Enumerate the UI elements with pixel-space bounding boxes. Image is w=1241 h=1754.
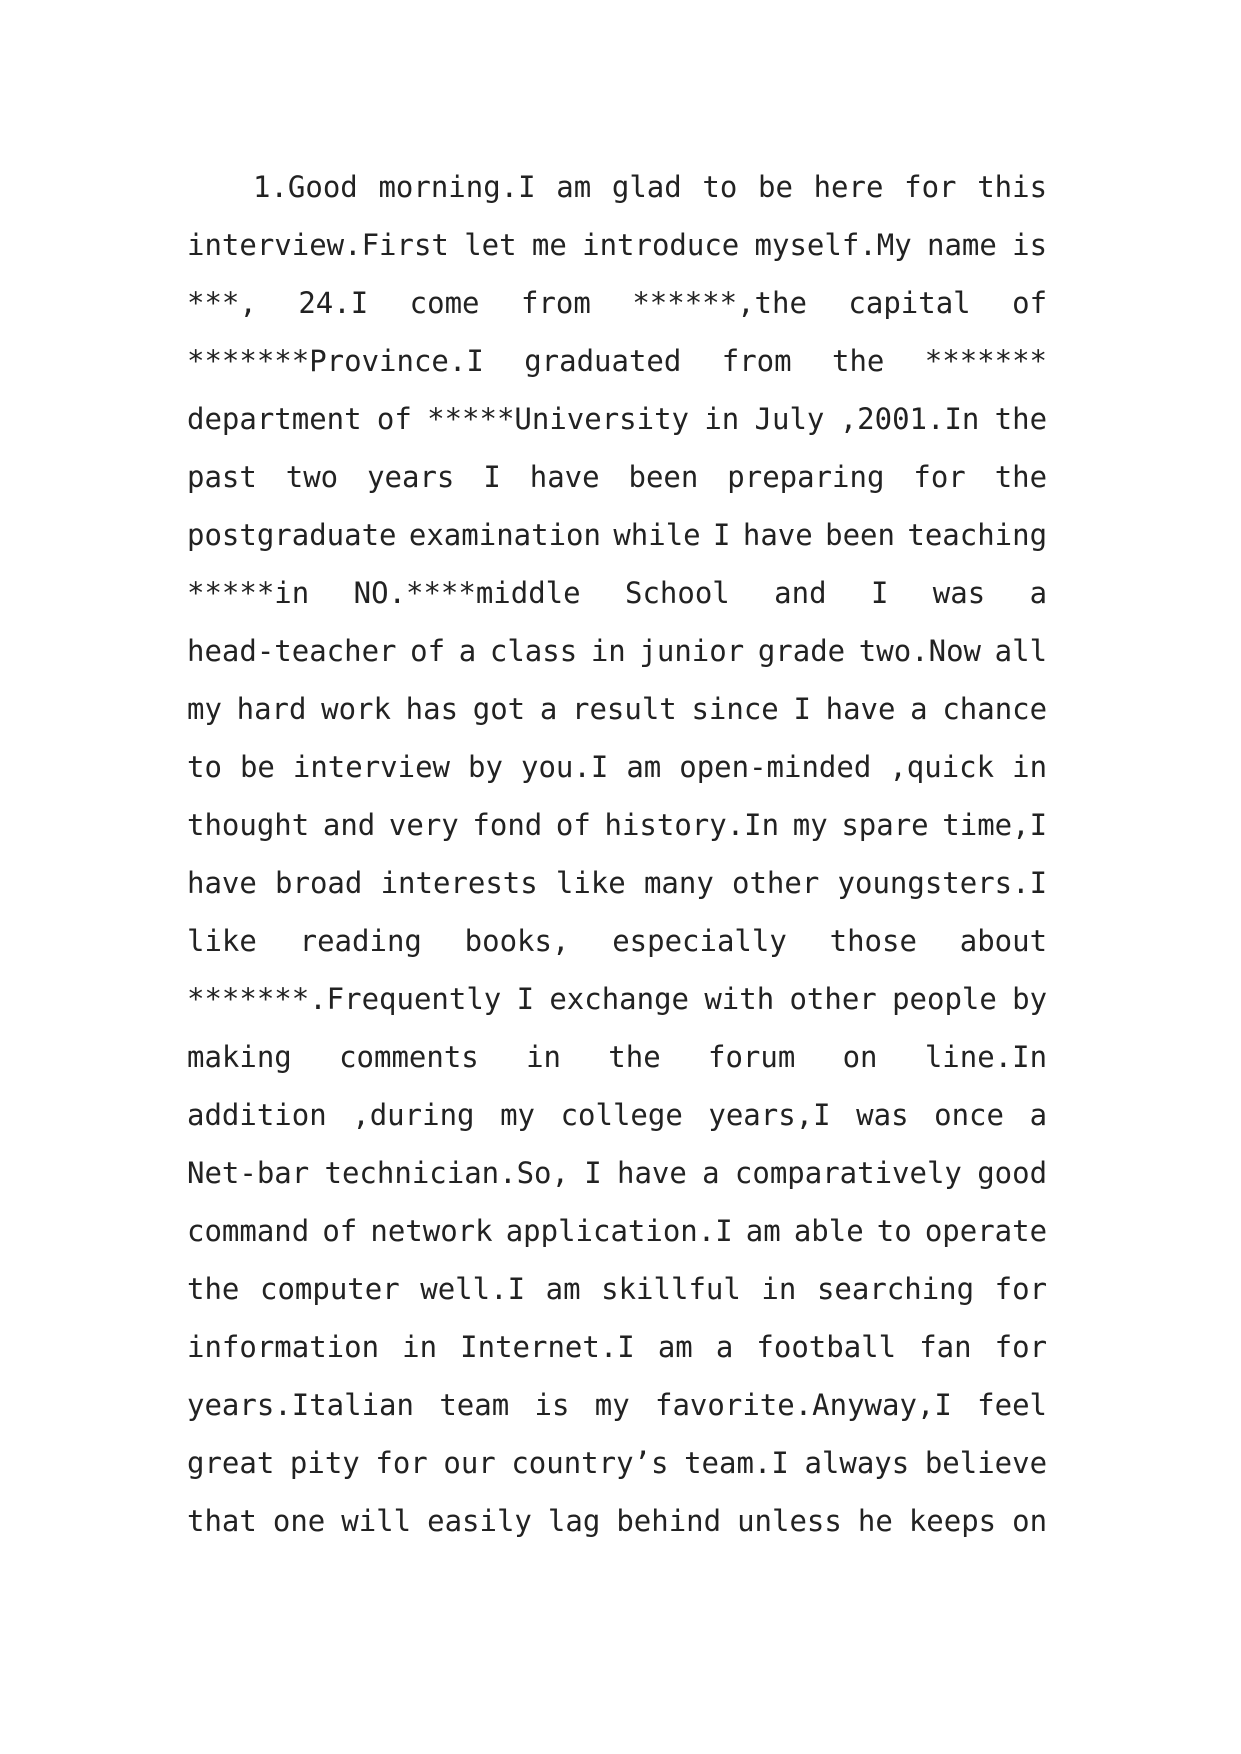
text-line: postgraduate examination while I have been teaching [187, 518, 1048, 552]
text-line: information in Internet.I am a football fan for [187, 1330, 1048, 1364]
text-line: department of *****University in July ,2001.In the [187, 402, 1048, 436]
text-line: *****in NO.****middle School and I was a [187, 576, 1048, 610]
text-line: *******.Frequently I exchange with other people by [187, 982, 1048, 1016]
text-line: have broad interests like many other youngsters.I [187, 866, 1048, 900]
text-line: my hard work has got a result since I have a chance [187, 692, 1048, 726]
body-paragraph [187, 158, 1047, 1550]
text-line: interview.First let me introduce myself.My name is [187, 228, 1048, 262]
text-line: 1.Good morning.I am glad to be here for this [253, 170, 1048, 204]
text-line: addition ,during my college years,I was once a [187, 1098, 1048, 1132]
text-line: great pity for our country’s team.I always believe [187, 1446, 1048, 1480]
text-line: years.Italian team is my favorite.Anyway,I feel [187, 1388, 1048, 1422]
text-line: ***, 24.I come from ******,the capital of [187, 286, 1048, 320]
text-line: past two years I have been preparing for the [187, 460, 1048, 494]
text-line: that one will easily lag behind unless he keeps on [187, 1504, 1048, 1538]
text-line: Net-bar technician.So, I have a comparatively good [187, 1156, 1048, 1190]
text-line: *******Province.I graduated from the ******* [187, 344, 1048, 378]
text-line: to be interview by you.I am open-minded ,quick in [187, 750, 1048, 784]
text-line: command of network application.I am able to operate [187, 1214, 1048, 1248]
text-line: like reading books, especially those about [187, 924, 1048, 958]
text-line: the computer well.I am skillful in searching for [187, 1272, 1048, 1306]
text-line: thought and very fond of history.In my spare time,I [187, 808, 1048, 842]
text-line: head-teacher of a class in junior grade two.Now all [187, 634, 1048, 668]
text-line: making comments in the forum on line.In [187, 1040, 1048, 1074]
